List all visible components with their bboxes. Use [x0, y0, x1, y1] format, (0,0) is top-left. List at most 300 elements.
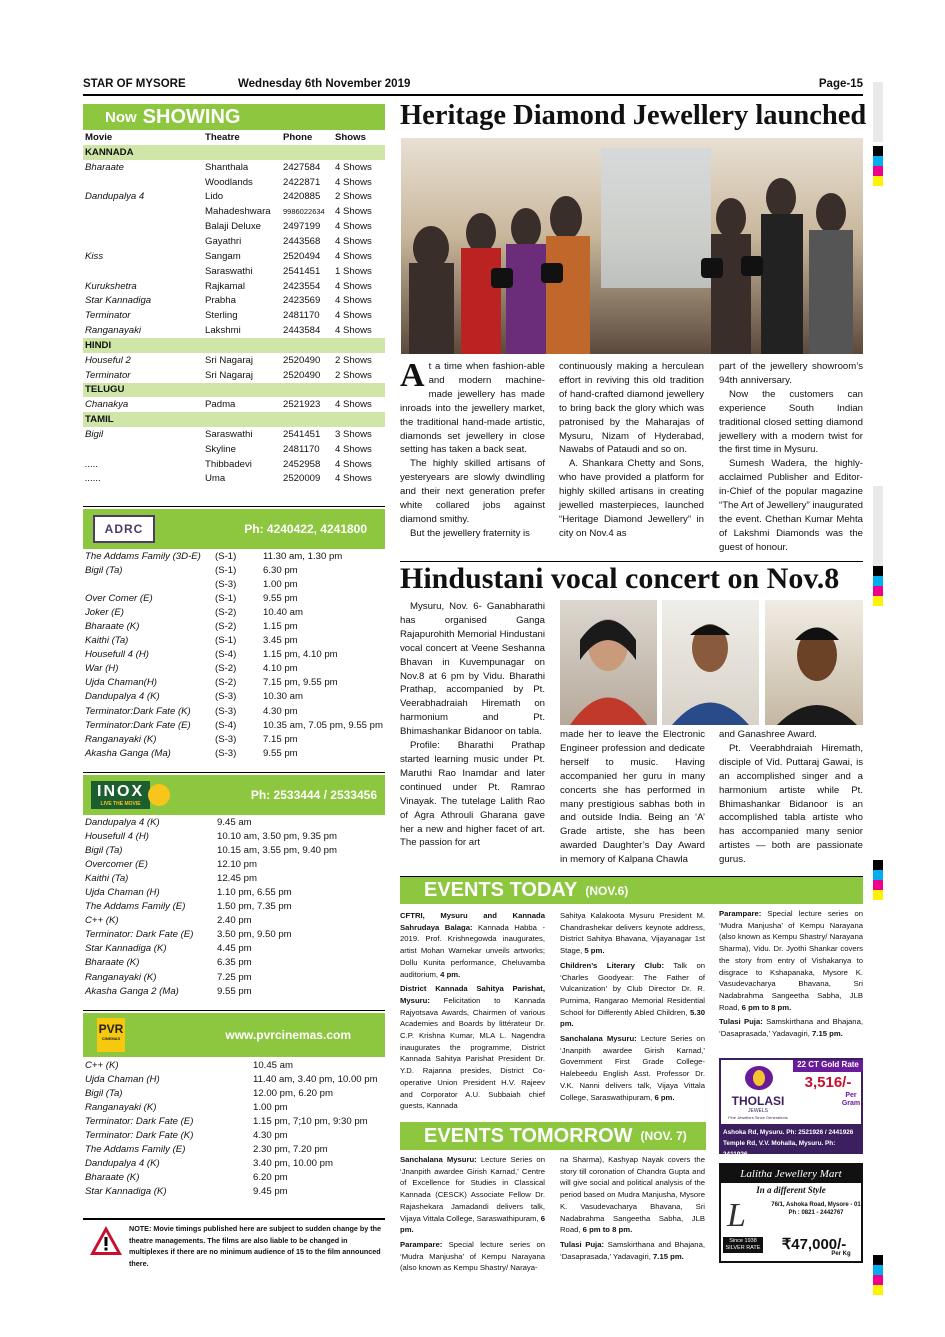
event-time: 7.15 pm.	[653, 1251, 684, 1261]
event-time: 5 pm.	[584, 946, 605, 956]
event-organiser: Parampare:	[719, 909, 762, 918]
column-header: Phone	[283, 132, 313, 143]
cell-time: 3.50 pm, 9.50 pm	[217, 929, 292, 941]
table-row	[83, 662, 385, 676]
cell-time: 10.30 am	[263, 691, 304, 703]
cell-movie: The Addams Family (E)	[85, 1144, 186, 1156]
article2-para: Profile: Bharathi Prathap started learning music under Pt. Maruthi Rao Inamdar and later continued under Pt. Ramrao Vinayak. The tutelage Lalith Rao of Agra Athrouli Gharana gave her a new and higher facet of art. The passion for art	[400, 740, 545, 849]
event-details: Samskirthana and Bhajana, ‘Dasaprasada,’ Yadavagiri,	[719, 1017, 863, 1039]
cell-theatre: Sri Nagaraj	[205, 354, 253, 366]
now-showing-banner	[83, 104, 385, 130]
cell-movie: Ranganayaki (K)	[85, 733, 157, 745]
table-row	[83, 1100, 385, 1114]
cell-movie: Overcomer (E)	[85, 858, 148, 870]
event-details: Lecture Series on ‘Jnanpith awardee Girish Karnad,’ Centre of Excellence for Studies in Classical Kannada (CESCK) Associate Fellow Dr. Rajashekara Jamadandi delivers talk, Vijaya Vittala College, Saraswathipuram,	[400, 1155, 545, 1223]
table-row	[83, 204, 385, 219]
cell-time: 4.10 pm	[263, 663, 298, 675]
article1-col3	[719, 360, 863, 555]
warning-icon	[89, 1224, 123, 1258]
cell-movie: Dandupalya 4 (K)	[85, 1158, 160, 1170]
lalitha-name: Lalitha Jewellery Mart	[721, 1165, 861, 1183]
cell-movie	[83, 219, 203, 234]
table-row	[83, 970, 385, 984]
cell-phone: 2423554	[283, 280, 321, 292]
event-details: Kannada Habba - 2019. Prof. Krishnegowda inaugurates, artist Mohan Warnekar unveils artworks; Dollu Kunita performance, Cheluvamba auditorium,	[400, 922, 545, 979]
cell-phone: 2427584	[283, 161, 321, 173]
cell-movie: C++ (K)	[85, 915, 119, 927]
cell-time: 10.40 am	[263, 606, 304, 618]
column-header: Shows	[335, 132, 366, 143]
table-row	[83, 704, 385, 718]
cell-time: (S-1)	[215, 635, 237, 647]
cell-phone: 2420885	[283, 191, 321, 203]
inox-logo-text: INOX	[97, 783, 145, 800]
cell-time: 1.10 pm, 6.55 pm	[217, 887, 292, 899]
cell-time: 2.40 pm	[217, 915, 252, 927]
print-margin-strip	[873, 82, 883, 142]
cell-time: 4.30 pm	[253, 1130, 288, 1142]
cell-theatre: Sangam	[205, 250, 241, 262]
events-tomorrow-title: EVENTS TOMORROW	[424, 1124, 633, 1147]
events-today-col3	[719, 908, 863, 1040]
table-row	[83, 264, 385, 279]
tabla-artist-photo	[765, 600, 863, 725]
cell-time: (S-1)	[215, 564, 237, 576]
table-row	[83, 323, 385, 338]
cell-shows: 4 Shows	[335, 458, 372, 470]
cell-movie: Terminator: Dark Fate (K)	[85, 1130, 194, 1142]
banner-title: SHOWING	[142, 105, 241, 128]
article1-para: The highly skilled artisans of yesteryears are slowly dwindling and their next generation prefer white collared jobs against diamond smithy.	[400, 458, 545, 525]
pvr-logo-text: PVR	[98, 1022, 124, 1036]
event-time: 7.15 pm.	[812, 1029, 843, 1039]
cell-time: 3.40 pm, 10.00 pm	[253, 1158, 333, 1170]
article2-para: Pt. Veerabhdraiah Hiremath, disciple of Vid. Puttaraj Gawai, is an accomplished singer and a harmonium artiste while Pt. Bhimashankar Bidanoor is an accomplished tabla artiste who has accompanied many senior artistes — both are passionate gurus.	[719, 742, 863, 866]
article2-col3	[719, 728, 863, 867]
cell-movie	[83, 204, 203, 219]
table-row	[83, 457, 385, 472]
cell-movie: Bharaate (K)	[85, 621, 140, 633]
event-organiser: Sanchalana Mysuru:	[560, 1034, 637, 1044]
pvr-banner	[83, 1013, 385, 1057]
cell-movie: Bharaate (K)	[85, 1172, 140, 1184]
cell-movie: War (H)	[85, 663, 119, 675]
table-row	[83, 885, 385, 899]
language-section-row	[83, 412, 385, 427]
event-details: Samskirthana and Bhajana, ‘Dasaprasada,’ Yadavagiri,	[560, 1239, 705, 1261]
events-tomorrow-col1	[400, 1154, 545, 1274]
cell-time: 7.15 pm, 9.55 pm	[263, 677, 338, 689]
issue-date: Wednesday 6th November 2019	[238, 78, 411, 90]
event-time: 6 pm.	[400, 1213, 546, 1235]
cell-shows: 4 Shows	[335, 473, 372, 485]
table-row	[83, 1171, 385, 1185]
now-showing-table	[83, 130, 385, 486]
column-header: Theatre	[205, 132, 240, 143]
event-time: 6 pm to 8 pm.	[582, 1225, 633, 1235]
page-number: Page-15	[818, 78, 863, 90]
table-row	[83, 718, 385, 732]
cell-phone: 2443584	[283, 325, 321, 337]
cell-shows: 2 Shows	[335, 191, 372, 203]
cell-movie: Terminator: Dark Fate (E)	[85, 1115, 194, 1127]
cell-phone: 2481170	[283, 443, 320, 455]
paper-name: STAR OF MYSORE	[83, 78, 186, 90]
cell-time: 1.15 pm, 7;10 pm, 9:30 pm	[253, 1115, 368, 1127]
table-row	[83, 815, 385, 829]
cell-movie: Star Kannadiga	[85, 295, 152, 307]
cell-shows: 4 Shows	[335, 250, 372, 262]
note-text: Movie timings published here are subject to sudden change by the theatre managements. The films are also liable to be changed in multiplexes if there are no minimum audience of 15 to the film announced there.	[129, 1224, 382, 1268]
cell-time: 11.40 am, 3.40 pm, 10.00 pm	[253, 1073, 378, 1085]
cell-movie: Dandupalya 4 (K)	[85, 691, 160, 703]
language-label: KANNADA	[83, 145, 385, 160]
lalitha-monogram: L	[727, 1197, 746, 1234]
cell-time: 10.35 am, 7.05 pm, 9.55 pm	[263, 719, 383, 731]
cell-time: 9.55 pm	[263, 747, 298, 759]
cell-shows: 2 Shows	[335, 354, 372, 366]
event-item	[560, 1033, 705, 1103]
cell-phone: 2497199	[283, 221, 321, 233]
note-label: NOTE:	[129, 1224, 152, 1233]
cell-time: 12.10 pm	[217, 858, 258, 870]
cell-time: (S-3)	[215, 733, 237, 745]
cell-time: 12.45 pm	[217, 872, 258, 884]
adrc-table	[83, 549, 385, 760]
cell-movie: Ranganayaki (K)	[85, 1101, 157, 1113]
table-row	[83, 634, 385, 648]
cell-time: 6.30 pm	[263, 564, 298, 576]
cell-movie: Kaithi (Ta)	[85, 635, 129, 647]
inox-tagline: LIVE THE MOVIE	[100, 801, 141, 807]
article1-col2	[559, 360, 704, 541]
cell-movie: Bigil (Ta)	[85, 844, 123, 856]
event-organiser: Parampare:	[400, 1239, 443, 1249]
cell-time: 1.15 pm, 4.10 pm	[263, 649, 338, 661]
cell-time: 4.30 pm	[263, 705, 298, 717]
article2-col1	[400, 600, 545, 850]
cell-theatre: Rajkamal	[205, 280, 245, 292]
tholasi-brand: THOLASI	[731, 1094, 785, 1108]
event-details: Felicitation to Kannada Rajyotsava Awards, Chairmen of various Academies and Boards by littérateur Dr. C.P. Krishna Kumar, MLA L. Nagendra inaugurates the programme, District Kannada Sahitya Parishat President Dr. Y.D. Rajanna presides, District Co-operative Union President H.V. Rajeev and Corporator A.U. Subbaiah chief guests, Kannada	[400, 995, 545, 1111]
cell-theatre: Sterling	[205, 310, 238, 322]
cell-shows: 4 Shows	[335, 280, 372, 292]
cell-phone: 2520009	[283, 473, 321, 485]
event-details: Lecture Series on ‘Jnanpith awardee Girish Karnad,’ Government First Grade College-Halebeedu English Asst. Professor Dr. V.K. Nanni delivers talk, Vijaya Vittala College, Saraswathipuram,	[560, 1034, 705, 1102]
print-margin-strip	[873, 486, 883, 566]
cell-shows: 4 Shows	[335, 176, 372, 188]
event-organiser: District Kannada Sahitya Parishat, Mysuru:	[400, 984, 545, 1005]
cell-time: (S-2)	[215, 606, 237, 618]
article1-para: part of the jewellery showroom’s 94th anniversary.	[719, 361, 863, 386]
table-row	[83, 984, 385, 998]
event-details: Talk on ‘Charles Goodyear: The Father of Vulcanization’ by Club Director Dr. R. Purnima, Rangarao Memorial Residential School for Differently Abled Children,	[560, 960, 706, 1017]
table-row	[83, 605, 385, 619]
cell-movie: Bharaate (K)	[85, 957, 140, 969]
cell-theatre: Padma	[205, 399, 236, 411]
table-row	[83, 397, 385, 412]
cell-time: 2.30 pm, 7.20 pm	[253, 1144, 328, 1156]
events-today-col2	[560, 910, 705, 1103]
cell-phone: 2520490	[283, 369, 321, 381]
cell-time: 12.00 pm, 6.20 pm	[253, 1087, 333, 1099]
cell-time: (S-2)	[215, 663, 237, 675]
cell-movie: Bigil	[85, 428, 104, 440]
table-row	[83, 472, 385, 487]
lalitha-phone: Ph : 0821 - 2442767	[788, 1210, 844, 1216]
timing-note	[83, 1218, 385, 1268]
inox-sun-icon	[148, 784, 170, 806]
cell-time: (S-4)	[215, 719, 237, 731]
dropcap: A	[400, 357, 425, 394]
table-row	[83, 900, 385, 914]
cell-movie: Chanakya	[85, 399, 129, 411]
cell-movie: Dandupalya 4	[85, 191, 145, 203]
cell-shows: 4 Shows	[335, 295, 372, 307]
events-today-date: (NOV.6)	[585, 883, 629, 898]
cell-theatre: Saraswathi	[205, 265, 253, 277]
table-row	[83, 249, 385, 264]
silver-per: Per Kg	[831, 1251, 851, 1257]
now-showing-section	[83, 104, 385, 486]
cell-time: 9.45 pm	[253, 1186, 288, 1198]
cell-time: 9.45 am	[217, 816, 252, 828]
cell-theatre: Uma	[205, 473, 226, 485]
inox-section	[83, 772, 385, 998]
cell-time: 1.00 pm	[253, 1101, 288, 1113]
table-row	[83, 234, 385, 249]
event-item	[719, 908, 863, 1013]
cell-phone: 9986022634	[283, 207, 325, 217]
cell-movie: Housefull 4 (H)	[85, 830, 149, 842]
table-row	[83, 577, 385, 591]
article1-para: continuously making a herculean effort in reviving this old tradition of hand-crafted diamond jewellery to bring back the glory which was patronised by the Maharajas of Mysuru, Nizam of Hyderabad, Nawabs of Pataudi and so on.	[559, 361, 704, 456]
cell-theatre: Shanthala	[205, 161, 249, 173]
table-row	[83, 160, 385, 175]
cell-movie: Terminator: Dark Fate (E)	[85, 929, 194, 941]
cell-time: 3.45 pm	[263, 635, 298, 647]
events-today-banner	[400, 876, 863, 904]
event-time: 6 pm to 8 pm.	[741, 1002, 792, 1012]
table-row	[83, 1143, 385, 1157]
cell-time: 7.15 pm	[263, 733, 298, 745]
article1-col1	[400, 357, 545, 541]
article2-para: Mysuru, Nov. 6- Ganabharathi has organised Ganga Rajapurohith Memorial Hindustani vocal concert at Veene Seshanna Bhavan in Kuvempunagar on Nov.8 at 6 pm by Vidu. Bharathi Prathap, accompanied by Pt. Veerabhadraiah Hiremath on harmonium and Pt. Bhimashankar Bidanoor on tabla.	[400, 601, 545, 738]
cell-movie: Terminator:Dark Fate (E)	[85, 719, 191, 731]
column-header: Movie	[85, 132, 113, 143]
pvr-logo	[97, 1018, 125, 1052]
cell-theatre: Sri Nagaraj	[205, 369, 253, 381]
event-organiser: Children’s Literary Club:	[560, 960, 665, 970]
cell-time: 6.35 pm	[217, 957, 252, 969]
events-tomorrow-col2	[560, 1154, 705, 1262]
singer-photo	[560, 600, 657, 725]
cell-time: 4.45 pm	[217, 943, 252, 955]
cell-time: 6.20 pm	[253, 1172, 288, 1184]
event-time: 4 pm.	[440, 969, 461, 979]
table-row	[83, 442, 385, 457]
article2-para: and Ganashree Award.	[719, 729, 817, 740]
cell-movie: Kiss	[85, 250, 104, 262]
table-row	[83, 732, 385, 746]
cell-shows: 4 Shows	[335, 443, 372, 455]
language-label: TELUGU	[83, 383, 385, 398]
cell-time: 1.00 pm	[263, 578, 298, 590]
table-row	[83, 1114, 385, 1128]
cell-time: (S-2)	[215, 677, 237, 689]
cell-movie: Ujda Chaman (H)	[85, 1073, 160, 1085]
pvr-logo-sub: CINEMAS	[101, 1036, 121, 1041]
cell-time: (S-1)	[215, 592, 237, 604]
table-row	[83, 857, 385, 871]
cell-movie: Terminator:Dark Fate (K)	[85, 705, 191, 717]
table-row	[83, 427, 385, 442]
article1-headline: Heritage Diamond Jewellery launched	[400, 100, 867, 131]
language-label: HINDI	[83, 338, 385, 353]
cell-movie: ......	[85, 473, 101, 485]
event-item	[560, 1239, 705, 1262]
cell-movie: Ranganayaki (K)	[85, 971, 157, 983]
event-item	[400, 1154, 545, 1236]
events-today-col1	[400, 910, 545, 1112]
tholasi-ad	[719, 1058, 863, 1158]
cell-time: (S-1)	[215, 550, 237, 562]
cmyk-marks	[873, 1255, 883, 1295]
cell-time: 10.10 am, 3.50 pm, 9.35 pm	[217, 830, 337, 842]
cell-theatre: Thibbadevi	[205, 458, 252, 470]
adrc-logo: ADRC	[93, 515, 155, 543]
cell-movie: Joker (E)	[85, 606, 124, 618]
pvr-section	[83, 1010, 385, 1199]
cell-time: 10.45 am	[253, 1059, 294, 1071]
cell-time: 1.50 pm, 7.35 pm	[217, 901, 292, 913]
event-details: Sahitya Kalakoota Mysuru President M. Chandrashekar delivers keynote address, District Sahitya Bhavana, Vijayanagar 1st Stage,	[560, 911, 705, 956]
tholasi-sub: JEWELS	[747, 1108, 768, 1114]
table-row	[83, 928, 385, 942]
table-row	[83, 829, 385, 843]
cell-time: 9.55 pm	[217, 985, 252, 997]
event-item	[400, 983, 545, 1112]
cell-movie: Housefull 4 (H)	[85, 649, 149, 661]
pvr-table	[83, 1058, 385, 1199]
cell-shows: 4 Shows	[335, 161, 372, 173]
table-row	[83, 175, 385, 190]
cell-movie	[83, 442, 203, 457]
cell-movie: Ranganayaki	[85, 325, 142, 337]
table-row	[83, 619, 385, 633]
cell-phone: 2423569	[283, 295, 321, 307]
event-organiser: Tulasi Puja:	[719, 1017, 763, 1027]
table-row	[83, 219, 385, 234]
language-section-row	[83, 383, 385, 398]
cell-theatre: Skyline	[205, 443, 236, 455]
cell-theatre: Mahadeshwara	[205, 206, 271, 218]
cell-phone: 2541451	[283, 428, 321, 440]
event-time: 5.30 pm.	[560, 1007, 705, 1029]
peacock-icon	[743, 1064, 775, 1092]
cell-shows: 3 Shows	[335, 428, 372, 440]
cell-shows: 4 Shows	[335, 325, 372, 337]
cell-theatre: Lakshmi	[205, 325, 241, 337]
cell-movie: Houseful 2	[85, 354, 131, 366]
cell-movie: Star Kannadiga (K)	[85, 943, 167, 955]
cell-movie: Terminator	[85, 310, 131, 322]
table-row	[83, 1157, 385, 1171]
table-row	[83, 549, 385, 563]
cell-phone: 2443568	[283, 235, 321, 247]
tholasi-address2: Temple Rd, V.V. Mohalla, Mysuru. Ph: 2411926	[723, 1140, 836, 1158]
cell-movie: Star Kannadiga (K)	[85, 1186, 167, 1198]
events-tomorrow-banner	[400, 1122, 706, 1150]
cell-movie: Dandupalya 4 (K)	[85, 816, 160, 828]
event-item	[560, 910, 705, 957]
cell-theatre: Saraswathi	[205, 428, 253, 440]
article2-headline: Hindustani vocal concert on Nov.8	[400, 562, 840, 595]
table-row	[83, 690, 385, 704]
cell-theatre: Balaji Deluxe	[205, 221, 261, 233]
cell-movie: Bigil (Ta)	[85, 564, 123, 576]
cell-theatre: Woodlands	[205, 176, 253, 188]
event-details: Special lecture series on ‘Mudra Manjusha’ of Kempu Narayana (also known as Kempu Shastry/ Naraya-	[400, 1239, 545, 1273]
people-silhouettes	[401, 138, 863, 354]
silver-price: ₹47,000/-	[781, 1236, 847, 1253]
language-section-row	[83, 338, 385, 353]
cell-movie: Bharaate	[85, 161, 124, 173]
cell-shows: 1 Shows	[335, 265, 372, 277]
pvr-website: www.pvrcinemas.com	[225, 1028, 351, 1042]
lalitha-tagline: In a different Style	[756, 1185, 826, 1195]
cell-phone: 2422871	[283, 176, 321, 188]
inox-logo	[91, 781, 170, 809]
article1-para: Now the customers can experience South Indian traditional closed setting diamond jewellery with a modern twist for the first time in Mysuru.	[719, 388, 863, 456]
article2-para: made her to leave the Electronic Engineer profession and dedicate herself to music. Having accompanied her guru in many concerts she has performed in many prestigious sabhas both in and outside India. Being an ‘A’ Grade artiste, she has been awarded Daughter’s Day Award in memory of Kalpana Chawla	[560, 729, 705, 866]
cell-movie	[83, 175, 203, 190]
silver-rate-label: SILVER RATE	[725, 1245, 761, 1251]
article2-col2	[560, 728, 705, 867]
event-details: na Sharma), Kashyap Nayak covers the story till coronation of Chandra Gupta and will give social and political analysis of the period based on Mudra Manjusha, Mysore K. Vasudevacharya Bhavana, Sri Nadabrahma Sangeetha Sabha, JLB Road,	[560, 1155, 705, 1235]
table-row	[83, 591, 385, 605]
cell-time: (S-3)	[215, 747, 237, 759]
table-row	[83, 1086, 385, 1100]
cell-movie: The Addams Family (3D-E)	[85, 550, 201, 562]
event-organiser: CFTRI, Mysuru and Kannada Sahrudaya Balaga:	[400, 911, 545, 932]
table-row	[83, 1128, 385, 1142]
table-row	[83, 190, 385, 205]
cell-time: (S-3)	[215, 578, 237, 590]
table-row	[83, 1072, 385, 1086]
cell-movie: Terminator	[85, 369, 131, 381]
cell-phone: 2520494	[283, 250, 321, 262]
cell-movie: Over Comer (E)	[85, 592, 153, 604]
table-row	[83, 563, 385, 577]
cell-movie	[83, 577, 213, 591]
cell-shows: 4 Shows	[335, 221, 372, 233]
cell-time: 9.55 pm	[263, 592, 298, 604]
harmonium-artist-photo	[662, 600, 759, 725]
adrc-phone: Ph: 4240422, 4241800	[244, 522, 367, 536]
cell-time: 7.25 pm	[217, 971, 252, 983]
event-details: Special lecture series on ‘Mudra Manjusha’ of Kempu Narayana (also known as Kempu Shastry/ Narayana Sharma), Vidu. Dr. Jyothi Shankar covers the story from entry of Vishakanya to disgrace to Kshapanaka, Mysore K. Vasudevacharya Bhavana, Sri Nadabrahma Sangeetha Sabha, JLB Road,	[719, 909, 863, 1012]
cell-movie: Ujda Chaman (H)	[85, 887, 160, 899]
cell-shows: 2 Shows	[335, 369, 372, 381]
inox-banner	[83, 775, 385, 815]
cell-movie: C++ (K)	[85, 1059, 119, 1071]
cell-phone: 2481170	[283, 310, 320, 322]
cell-time: (S-3)	[215, 705, 237, 717]
language-label: TAMIL	[83, 412, 385, 427]
cmyk-marks	[873, 146, 883, 186]
table-row	[83, 871, 385, 885]
